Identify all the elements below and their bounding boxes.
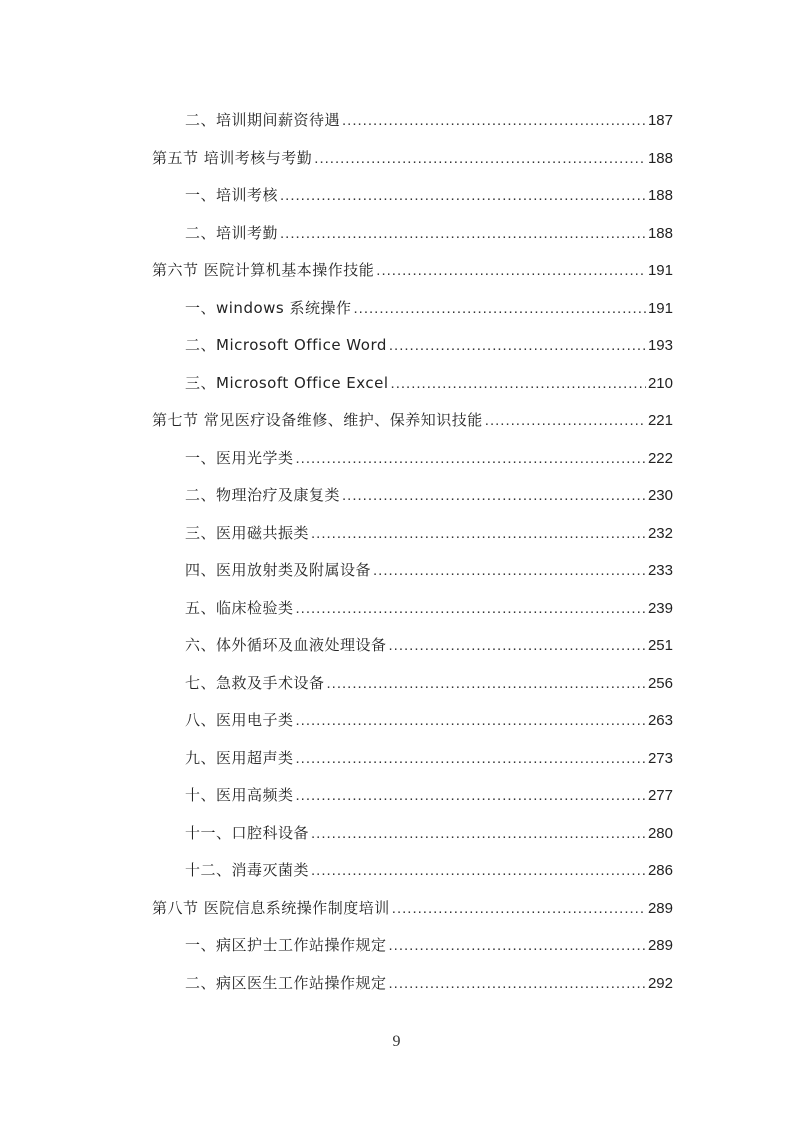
toc-entry[interactable] xyxy=(152,970,673,1008)
toc-entry-page: 251 xyxy=(647,637,673,654)
toc-entry-title: 二、培训考勤 xyxy=(185,223,279,242)
toc-entry[interactable] xyxy=(152,670,673,708)
toc-entry[interactable] xyxy=(152,895,673,933)
toc-entry-title: 六、体外循环及血液处理设备 xyxy=(185,636,387,654)
toc-entry-page: 191 xyxy=(647,262,673,279)
toc-dot-leader xyxy=(391,371,646,397)
toc-entry-title: 二、物理治疗及康复类 xyxy=(185,486,341,504)
toc-entry[interactable] xyxy=(152,482,673,520)
toc-entry-title: 一、医用光学类 xyxy=(185,448,294,467)
toc-dot-leader xyxy=(296,446,646,472)
toc-entry-page: 193 xyxy=(647,337,673,354)
toc-entry-title: 第七节 常见医疗设备维修、维护、保养知识技能 xyxy=(152,411,483,429)
toc-dot-leader xyxy=(280,183,646,209)
toc-dot-leader xyxy=(296,708,646,734)
toc-entry[interactable] xyxy=(152,707,673,745)
toc-dot-leader xyxy=(376,258,646,284)
toc-dot-leader xyxy=(354,296,646,322)
toc-dot-leader xyxy=(389,633,646,659)
toc-entry-page: 273 xyxy=(647,749,673,767)
toc-entry[interactable] xyxy=(152,332,673,370)
toc-entry[interactable] xyxy=(152,295,673,333)
toc-entry-title: 二、培训期间薪资待遇 xyxy=(185,111,341,129)
toc-entry-page: 221 xyxy=(647,412,673,429)
toc-entry[interactable] xyxy=(152,370,673,408)
toc-entry-title: 八、医用电子类 xyxy=(185,711,294,729)
toc-entry[interactable] xyxy=(152,595,673,633)
toc-dot-leader xyxy=(311,821,646,847)
toc-entry-page: 188 xyxy=(647,187,673,204)
toc-dot-leader xyxy=(311,521,646,547)
toc-entry[interactable] xyxy=(152,257,673,295)
toc-entry-title: 一、windows 系统操作 xyxy=(185,298,352,317)
toc-dot-leader xyxy=(311,858,646,884)
toc-dot-leader xyxy=(296,596,646,622)
toc-entry-page: 256 xyxy=(647,674,673,692)
toc-entry-title: 第六节 医院计算机基本操作技能 xyxy=(152,261,375,279)
toc-entry-title: 十、医用高频类 xyxy=(185,786,294,804)
toc-entry-page: 230 xyxy=(647,487,673,504)
toc-entry-page: 292 xyxy=(647,974,673,992)
toc-entry-page: 188 xyxy=(647,149,673,167)
toc-entry-page: 191 xyxy=(647,299,673,317)
toc-entry-title: 九、医用超声类 xyxy=(185,748,294,767)
table-of-contents xyxy=(152,107,673,1007)
toc-entry[interactable] xyxy=(152,857,673,895)
toc-entry-title: 三、医用磁共振类 xyxy=(185,523,310,542)
toc-entry-page: 188 xyxy=(647,224,673,242)
toc-entry-page: 289 xyxy=(647,937,673,954)
toc-entry[interactable] xyxy=(152,145,673,183)
toc-dot-leader xyxy=(314,146,646,172)
toc-dot-leader xyxy=(296,783,646,809)
toc-entry-page: 222 xyxy=(647,449,673,467)
toc-dot-leader xyxy=(327,671,646,697)
toc-dot-leader xyxy=(485,408,646,434)
toc-entry-page: 280 xyxy=(647,824,673,842)
toc-entry[interactable] xyxy=(152,632,673,670)
toc-entry-title: 第五节 培训考核与考勤 xyxy=(152,148,313,167)
toc-entry[interactable] xyxy=(152,445,673,483)
toc-entry-title: 第八节 医院信息系统操作制度培训 xyxy=(152,898,390,917)
toc-entry-title: 二、Microsoft Office Word xyxy=(185,336,387,354)
toc-entry-page: 239 xyxy=(647,599,673,617)
toc-dot-leader xyxy=(373,558,646,584)
toc-dot-leader xyxy=(280,221,646,247)
toc-dot-leader xyxy=(389,333,646,359)
toc-entry-title: 一、病区护士工作站操作规定 xyxy=(185,936,387,954)
toc-entry-title: 十一、口腔科设备 xyxy=(185,823,310,842)
toc-entry[interactable] xyxy=(152,107,673,145)
toc-entry-title: 三、Microsoft Office Excel xyxy=(185,373,389,392)
toc-entry-page: 210 xyxy=(647,374,673,392)
toc-entry[interactable] xyxy=(152,745,673,783)
toc-entry-page: 286 xyxy=(647,862,673,879)
toc-entry[interactable] xyxy=(152,407,673,445)
toc-entry-page: 263 xyxy=(647,712,673,729)
toc-entry-title: 十二、消毒灭菌类 xyxy=(185,861,310,879)
toc-entry[interactable] xyxy=(152,782,673,820)
toc-dot-leader xyxy=(392,896,646,922)
toc-entry[interactable] xyxy=(152,932,673,970)
toc-entry-page: 232 xyxy=(647,524,673,542)
toc-entry-page: 187 xyxy=(647,112,673,129)
toc-dot-leader xyxy=(296,746,646,772)
page-number: 9 xyxy=(392,1033,401,1050)
toc-entry-title: 一、培训考核 xyxy=(185,186,279,204)
toc-entry[interactable] xyxy=(152,557,673,595)
toc-entry-title: 五、临床检验类 xyxy=(185,598,294,617)
toc-dot-leader xyxy=(342,483,646,509)
toc-entry-page: 289 xyxy=(647,899,673,917)
toc-dot-leader xyxy=(389,971,646,997)
toc-entry[interactable] xyxy=(152,520,673,558)
toc-entry-title: 二、病区医生工作站操作规定 xyxy=(185,973,387,992)
toc-entry-page: 233 xyxy=(647,562,673,579)
toc-entry[interactable] xyxy=(152,820,673,858)
toc-entry-title: 四、医用放射类及附属设备 xyxy=(185,561,372,579)
toc-entry[interactable] xyxy=(152,220,673,258)
toc-dot-leader xyxy=(389,933,646,959)
toc-entry-title: 七、急救及手术设备 xyxy=(185,673,325,692)
toc-entry[interactable] xyxy=(152,182,673,220)
toc-entry-page: 277 xyxy=(647,787,673,804)
toc-dot-leader xyxy=(342,108,646,134)
